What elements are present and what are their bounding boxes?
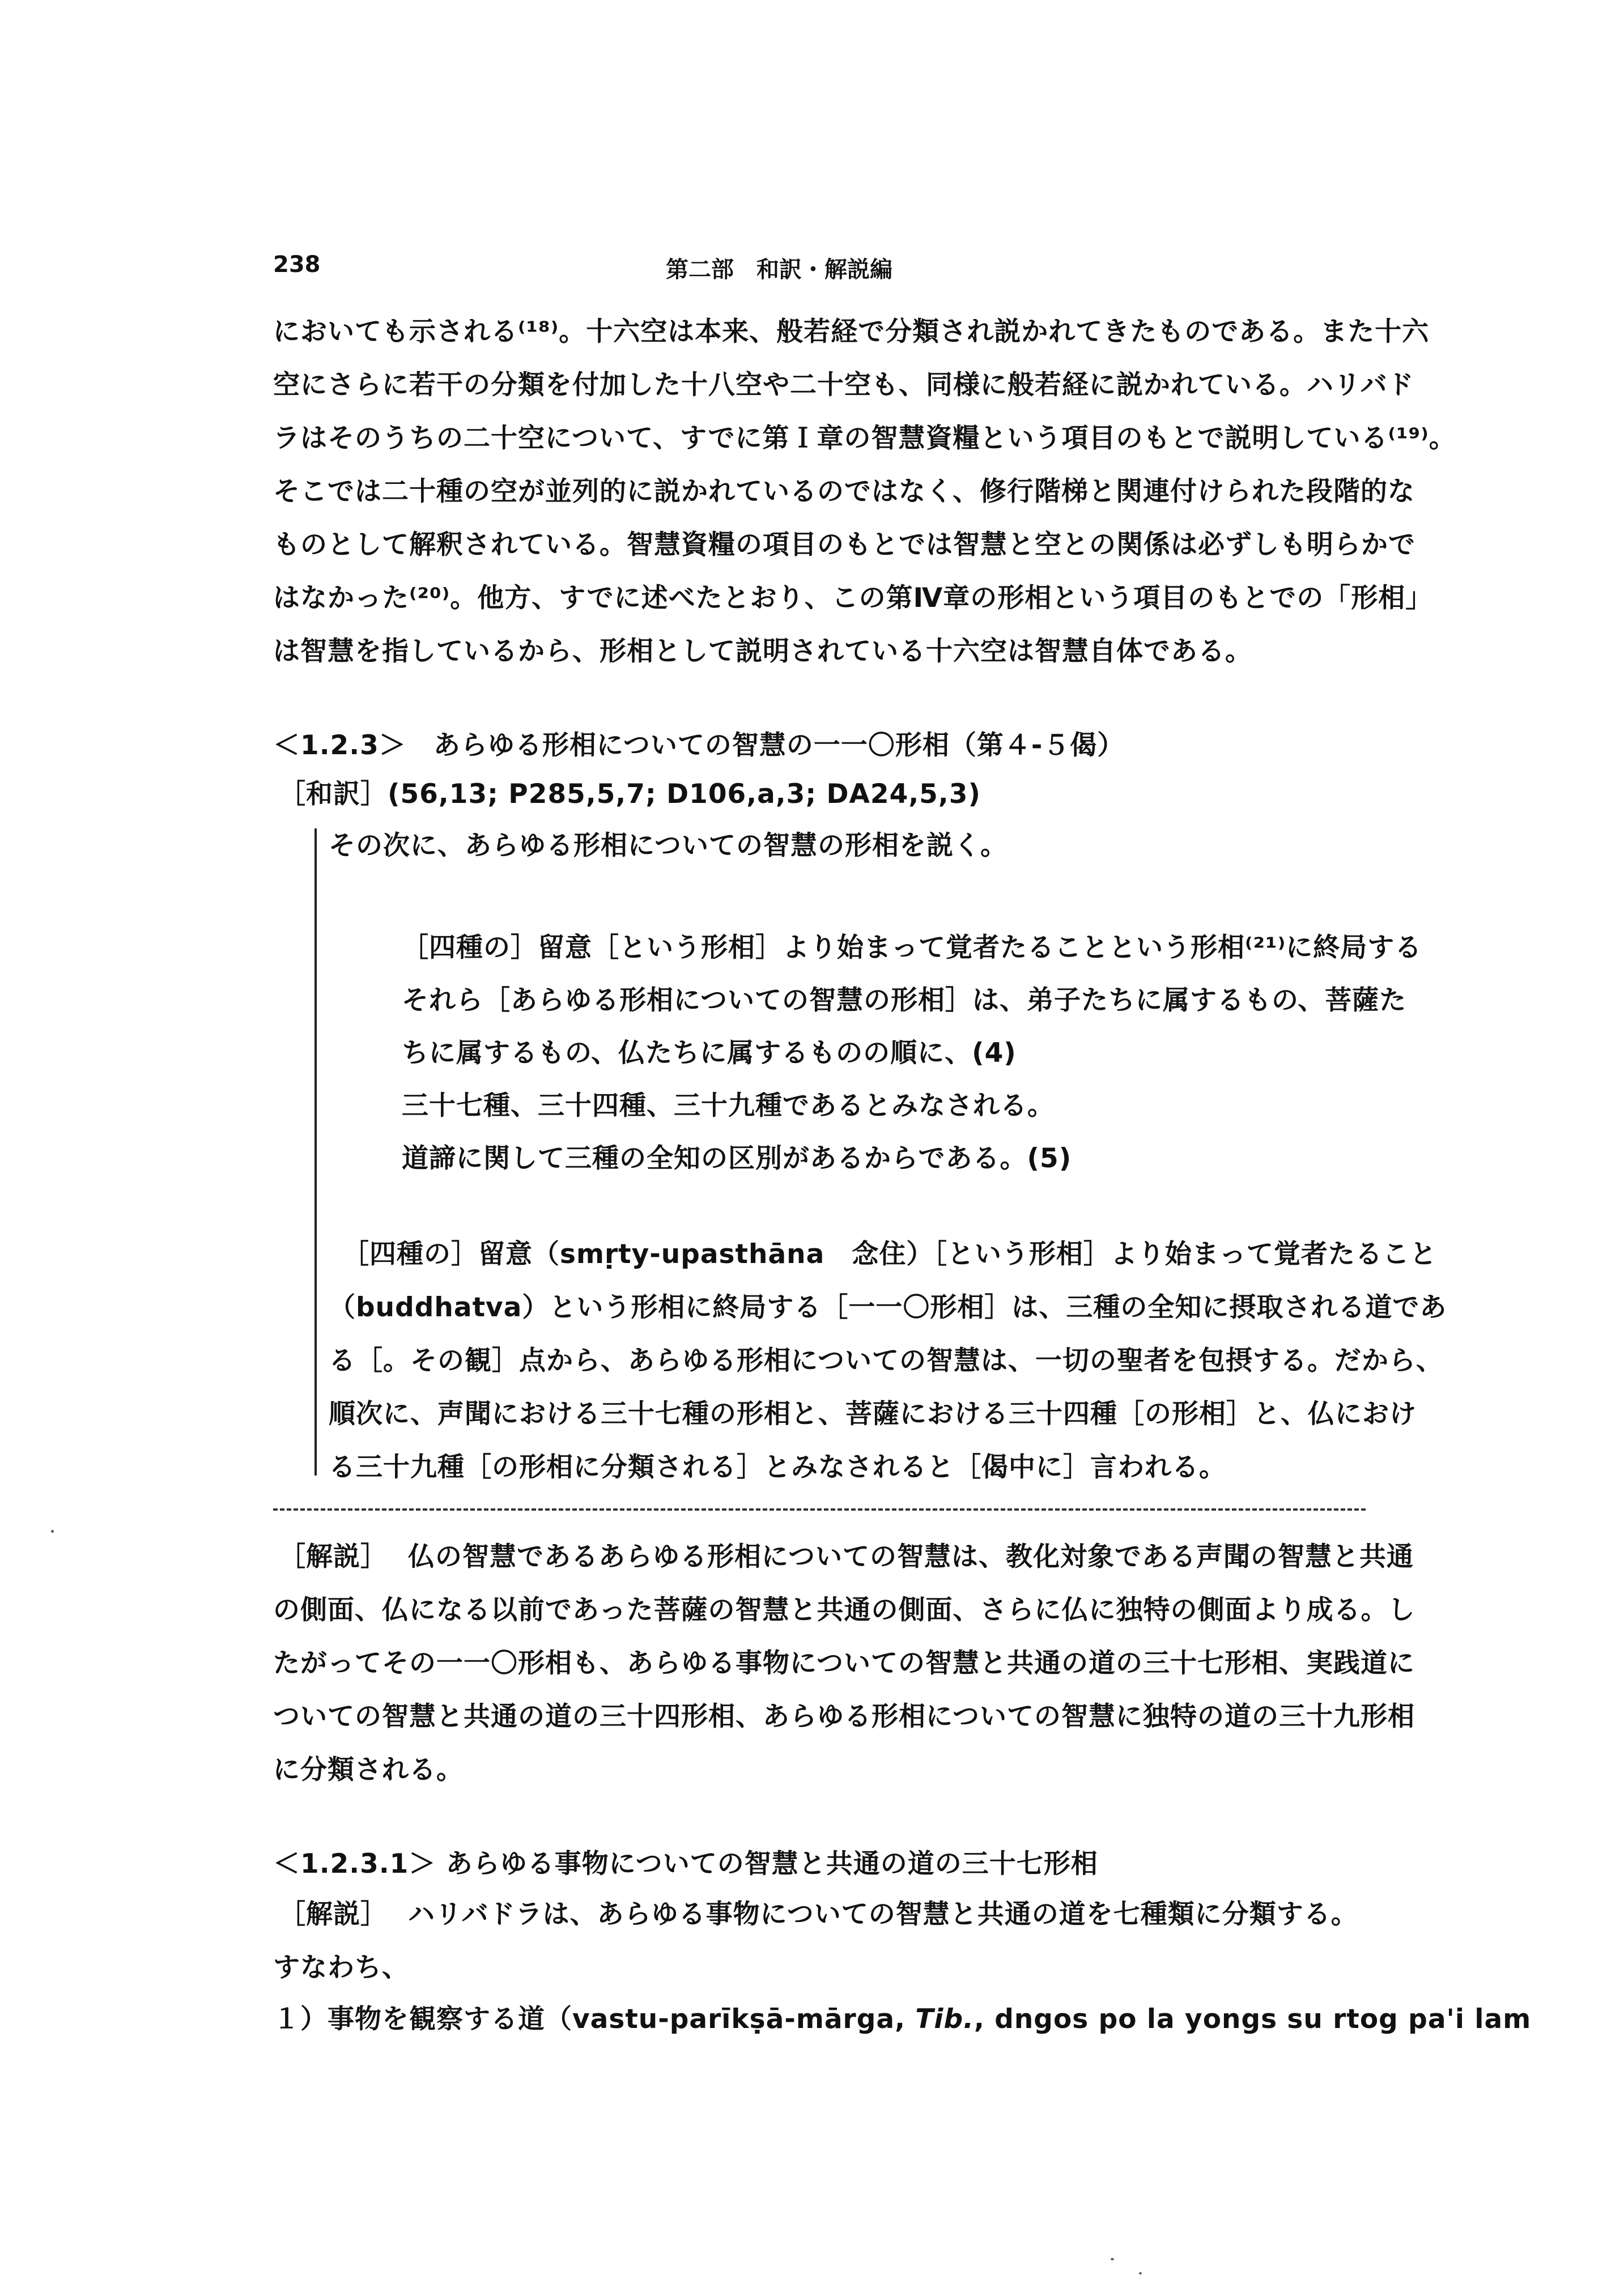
scan-speck	[1139, 2272, 1142, 2274]
tibetan-abbrev: Tib.	[915, 2004, 974, 2035]
verse-line: ちに属するもの、仏たちに属するものの順に、(4)	[402, 1038, 1017, 1069]
verse-line: それら［あらゆる形相についての智慧の形相］は、弟子たちに属するもの、菩薩た	[402, 985, 1407, 1016]
translation-intro-line: その次に、あらゆる形相についての智慧の形相を説く。	[329, 830, 1008, 861]
commentary-line: る［。その観］点から、あらゆる形相についての智慧は、一切の聖者を包摂する。だから、	[329, 1345, 1444, 1376]
section-heading-1-2-3-1: ＜1.2.3.1＞ あらゆる事物についての智慧と共通の道の三十七形相	[273, 1848, 1098, 1880]
explanation-line: 仏の智慧であるあらゆる形相についての智慧は、教化対象である声聞の智慧と共通	[408, 1541, 1414, 1572]
explanation-line: の側面、仏になる以前であった菩薩の智慧と共通の側面、さらに仏に独特の側面より成る。し	[273, 1595, 1415, 1626]
source-references: (56,13; P285,5,7; D106,a,3; DA24,5,3)	[388, 779, 981, 810]
verse-line: 三十七種、三十四種、三十九種であるとみなされる。	[402, 1090, 1055, 1121]
quotation-bar	[314, 828, 317, 1476]
explanation-line: に分類される。	[273, 1754, 464, 1785]
explanation-label: ［解説］	[279, 1899, 388, 1930]
dashed-divider	[273, 1508, 1366, 1511]
list-item-text: １）事物を観察する道（vastu-parīkṣā-mārga,	[273, 2004, 916, 2035]
translation-label: ［和訳］	[279, 779, 388, 810]
section-heading-1-2-3: ＜1.2.3＞ あらゆる形相についての智慧の一一〇形相（第４-５偈）	[273, 730, 1125, 761]
paragraph-line: においても示される⁽¹⁸⁾。十六空は本来、般若経で分類され説かれてきたものである。また十六	[273, 316, 1430, 347]
paragraph-line: は智慧を指しているから、形相として説明されている十六空は智慧自体である。	[273, 636, 1252, 667]
commentary-line: る三十九種［の形相に分類される］とみなされると［偈中に］言われる。	[329, 1452, 1226, 1483]
paragraph-line: そこでは二十種の空が並列的に説かれているのではなく、修行階梯と関連付けられた段階的な	[273, 476, 1415, 507]
explanation-label: ［解説］	[279, 1541, 388, 1572]
translation-header	[279, 777, 981, 811]
paragraph-line: ラはそのうちの二十空について、すでに第Ｉ章の智慧資糧という項目のもとで説明している⁽¹⁹⁾。	[273, 423, 1456, 454]
verse-line: 道諦に関して三種の全知の区別があるからである。(5)	[402, 1143, 1072, 1174]
scan-speck	[1111, 2258, 1114, 2260]
namely-line: すなわち、	[273, 1952, 409, 1983]
commentary-line: ［四種の］留意（smṛty-upasthāna 念住）［という形相］より始まって覚者たること	[342, 1239, 1437, 1270]
running-title: 第二部 和訳・解説編	[666, 257, 892, 283]
explanation-line: ついての智慧と共通の道の三十四形相、あらゆる形相についての智慧に独特の道の三十九形相	[273, 1701, 1415, 1732]
explanation-line: ハリバドラは、あらゆる事物についての智慧と共通の道を七種類に分類する。	[408, 1899, 1358, 1930]
paragraph-line: ものとして解釈されている。智慧資糧の項目のもとでは智慧と空との関係は必ずしも明らかで	[273, 529, 1415, 560]
scan-speck	[51, 1530, 54, 1533]
list-item-1	[273, 2002, 1532, 2036]
list-item-text: , dngos po la yongs su rtog pa'i lam	[973, 2004, 1532, 2035]
paragraph-line: 空にさらに若干の分類を付加した十八空や二十空も、同様に般若経に説かれている。ハリバド	[273, 369, 1414, 401]
commentary-line: （buddhatva）という形相に終局する［一一〇形相］は、三種の全知に摂取される道であ	[329, 1292, 1447, 1323]
explanation-line: たがってその一一〇形相も、あらゆる事物についての智慧と共通の道の三十七形相、実践道に	[273, 1648, 1415, 1679]
commentary-line: 順次に、声聞における三十七種の形相と、菩薩における三十四種［の形相］と、仏におけ	[329, 1398, 1417, 1430]
paragraph-line: はなかった⁽²⁰⁾。他方、すでに述べたとおり、この第Ⅳ章の形相という項目のもとでの「形相」	[273, 582, 1433, 614]
page-number: 238	[273, 252, 321, 278]
verse-line: ［四種の］留意［という形相］より始まって覚者たることという形相⁽²¹⁾に終局する	[402, 932, 1422, 963]
